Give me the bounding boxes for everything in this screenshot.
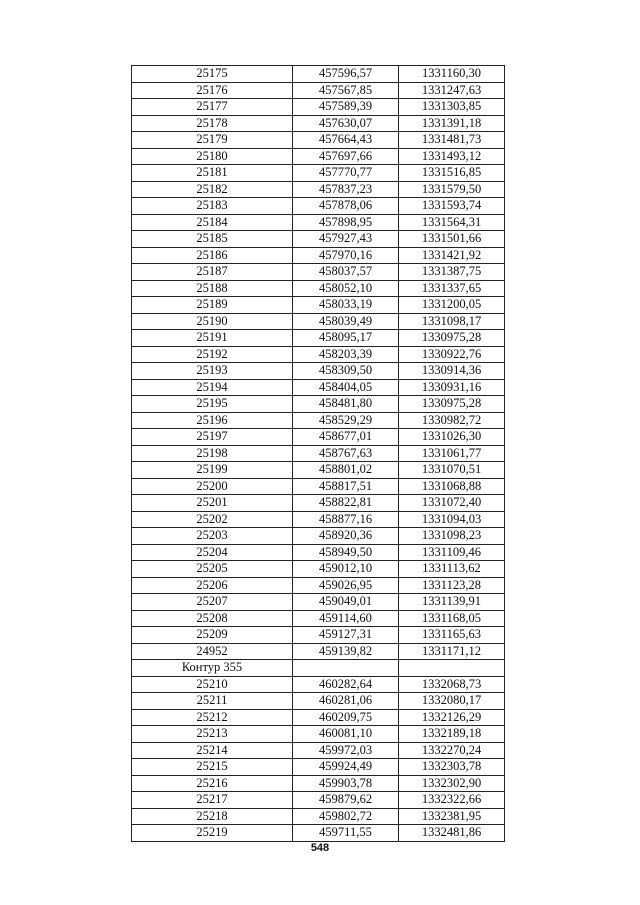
x-coordinate-cell: 459026,95 [293, 577, 399, 594]
table-row [132, 181, 505, 198]
table-row [132, 148, 505, 165]
point-number-cell: 25218 [132, 808, 293, 825]
point-number-cell: 25177 [132, 99, 293, 116]
point-number-cell: 25198 [132, 445, 293, 462]
x-coordinate-cell: 458920,36 [293, 528, 399, 545]
table-row [132, 115, 505, 132]
point-number-cell: 25190 [132, 313, 293, 330]
x-coordinate-cell: 459972,03 [293, 742, 399, 759]
y-coordinate-cell: 1331098,17 [399, 313, 505, 330]
point-number-cell: 25183 [132, 198, 293, 215]
table-row [132, 495, 505, 512]
x-coordinate-cell: 458309,50 [293, 363, 399, 380]
x-coordinate-cell: 458949,50 [293, 544, 399, 561]
point-number-cell: 25212 [132, 709, 293, 726]
x-coordinate-cell: 458529,29 [293, 412, 399, 429]
y-coordinate-cell: 1331168,05 [399, 610, 505, 627]
x-coordinate-cell: 457878,06 [293, 198, 399, 215]
table-row [132, 363, 505, 380]
table-row [132, 825, 505, 842]
table-row [132, 132, 505, 149]
y-coordinate-cell: 1331113,62 [399, 561, 505, 578]
table-row [132, 313, 505, 330]
point-number-cell: 25193 [132, 363, 293, 380]
x-coordinate-cell: 457589,39 [293, 99, 399, 116]
point-number-cell: 25199 [132, 462, 293, 479]
table-row [132, 330, 505, 347]
y-coordinate-cell: 1331139,91 [399, 594, 505, 611]
point-number-cell: 25182 [132, 181, 293, 198]
y-coordinate-cell: 1331171,12 [399, 643, 505, 660]
point-number-cell: 25213 [132, 726, 293, 743]
table-row [132, 610, 505, 627]
point-number-cell: 25187 [132, 264, 293, 281]
x-coordinate-cell: 460281,06 [293, 693, 399, 710]
x-coordinate-cell: 457898,95 [293, 214, 399, 231]
y-coordinate-cell: 1331501,66 [399, 231, 505, 248]
x-coordinate-cell: 459049,01 [293, 594, 399, 611]
y-coordinate-cell: 1332481,86 [399, 825, 505, 842]
point-number-cell: 25194 [132, 379, 293, 396]
x-coordinate-cell: 459711,55 [293, 825, 399, 842]
y-coordinate-cell: 1331481,73 [399, 132, 505, 149]
point-number-cell: 25210 [132, 676, 293, 693]
table-row [132, 643, 505, 660]
y-coordinate-cell: 1330931,16 [399, 379, 505, 396]
table-row [132, 577, 505, 594]
x-coordinate-cell: 459879,62 [293, 792, 399, 809]
x-coordinate-cell: 458039,49 [293, 313, 399, 330]
point-number-cell: 25178 [132, 115, 293, 132]
point-number-cell: 25211 [132, 693, 293, 710]
table-row [132, 445, 505, 462]
y-coordinate-cell: 1331516,85 [399, 165, 505, 182]
y-coordinate-cell: 1331109,46 [399, 544, 505, 561]
x-coordinate-cell: 457697,66 [293, 148, 399, 165]
x-coordinate-cell: 459127,31 [293, 627, 399, 644]
x-coordinate-cell: 458877,16 [293, 511, 399, 528]
table-row [132, 478, 505, 495]
y-coordinate-cell: 1332270,24 [399, 742, 505, 759]
x-coordinate-cell: 458481,80 [293, 396, 399, 413]
point-number-cell: 25176 [132, 82, 293, 99]
x-coordinate-cell: 457970,16 [293, 247, 399, 264]
table-row [132, 759, 505, 776]
table-row [132, 346, 505, 363]
table-row [132, 247, 505, 264]
table-row [132, 561, 505, 578]
x-coordinate-cell [293, 660, 399, 677]
y-coordinate-cell: 1331123,28 [399, 577, 505, 594]
y-coordinate-cell: 1331421,92 [399, 247, 505, 264]
point-number-cell: 25186 [132, 247, 293, 264]
x-coordinate-cell: 457664,43 [293, 132, 399, 149]
table-row [132, 280, 505, 297]
x-coordinate-cell: 457630,07 [293, 115, 399, 132]
y-coordinate-cell: 1331337,65 [399, 280, 505, 297]
y-coordinate-cell: 1331072,40 [399, 495, 505, 512]
y-coordinate-cell: 1331160,30 [399, 66, 505, 83]
contour-header-row [132, 660, 505, 677]
x-coordinate-cell: 459924,49 [293, 759, 399, 776]
y-coordinate-cell: 1331026,30 [399, 429, 505, 446]
point-number-cell: Контур 355 [132, 660, 293, 677]
table-row [132, 676, 505, 693]
x-coordinate-cell: 459802,72 [293, 808, 399, 825]
y-coordinate-cell: 1331303,85 [399, 99, 505, 116]
y-coordinate-cell: 1332189,18 [399, 726, 505, 743]
table-row [132, 594, 505, 611]
table-row [132, 693, 505, 710]
x-coordinate-cell: 458095,17 [293, 330, 399, 347]
point-number-cell: 25189 [132, 297, 293, 314]
point-number-cell: 25196 [132, 412, 293, 429]
table-row [132, 66, 505, 83]
y-coordinate-cell: 1331391,18 [399, 115, 505, 132]
point-number-cell: 25216 [132, 775, 293, 792]
y-coordinate-cell: 1332068,73 [399, 676, 505, 693]
table-row [132, 297, 505, 314]
point-number-cell: 25192 [132, 346, 293, 363]
x-coordinate-cell: 460209,75 [293, 709, 399, 726]
x-coordinate-cell: 458801,02 [293, 462, 399, 479]
table-row [132, 775, 505, 792]
y-coordinate-cell: 1332302,90 [399, 775, 505, 792]
table-row [132, 396, 505, 413]
point-number-cell: 25207 [132, 594, 293, 611]
point-number-cell: 25179 [132, 132, 293, 149]
point-number-cell: 25181 [132, 165, 293, 182]
page-number: 548 [310, 842, 330, 854]
y-coordinate-cell: 1331061,77 [399, 445, 505, 462]
x-coordinate-cell: 460282,64 [293, 676, 399, 693]
x-coordinate-cell: 458677,01 [293, 429, 399, 446]
point-number-cell: 25205 [132, 561, 293, 578]
x-coordinate-cell: 457567,85 [293, 82, 399, 99]
table-row [132, 264, 505, 281]
point-number-cell: 25197 [132, 429, 293, 446]
table-row [132, 808, 505, 825]
x-coordinate-cell: 458037,57 [293, 264, 399, 281]
table-row [132, 82, 505, 99]
y-coordinate-cell: 1332126,29 [399, 709, 505, 726]
point-number-cell: 25202 [132, 511, 293, 528]
y-coordinate-cell: 1332303,78 [399, 759, 505, 776]
table-row [132, 709, 505, 726]
y-coordinate-cell: 1331593,74 [399, 198, 505, 215]
y-coordinate-cell: 1330914,36 [399, 363, 505, 380]
table-row [132, 742, 505, 759]
x-coordinate-cell: 459139,82 [293, 643, 399, 660]
point-number-cell: 25201 [132, 495, 293, 512]
table-row [132, 412, 505, 429]
point-number-cell: 25185 [132, 231, 293, 248]
table-row [132, 429, 505, 446]
x-coordinate-cell: 459012,10 [293, 561, 399, 578]
table-row [132, 165, 505, 182]
point-number-cell: 25175 [132, 66, 293, 83]
y-coordinate-cell: 1331387,75 [399, 264, 505, 281]
x-coordinate-cell: 457770,77 [293, 165, 399, 182]
x-coordinate-cell: 458822,81 [293, 495, 399, 512]
y-coordinate-cell: 1331200,05 [399, 297, 505, 314]
point-number-cell: 25180 [132, 148, 293, 165]
y-coordinate-cell: 1331564,31 [399, 214, 505, 231]
y-coordinate-cell: 1331098,23 [399, 528, 505, 545]
point-number-cell: 25191 [132, 330, 293, 347]
x-coordinate-cell: 460081,10 [293, 726, 399, 743]
x-coordinate-cell: 459114,60 [293, 610, 399, 627]
x-coordinate-cell: 458203,39 [293, 346, 399, 363]
table-row [132, 379, 505, 396]
x-coordinate-cell: 458404,05 [293, 379, 399, 396]
point-number-cell: 25214 [132, 742, 293, 759]
y-coordinate-cell [399, 660, 505, 677]
point-number-cell: 25204 [132, 544, 293, 561]
y-coordinate-cell: 1330975,28 [399, 330, 505, 347]
x-coordinate-cell: 458052,10 [293, 280, 399, 297]
table-row [132, 198, 505, 215]
point-number-cell: 25203 [132, 528, 293, 545]
y-coordinate-cell: 1330975,28 [399, 396, 505, 413]
point-number-cell: 25215 [132, 759, 293, 776]
y-coordinate-cell: 1331493,12 [399, 148, 505, 165]
x-coordinate-cell: 457837,23 [293, 181, 399, 198]
point-number-cell: 25195 [132, 396, 293, 413]
table-row [132, 544, 505, 561]
coordinates-table-body [132, 66, 505, 842]
x-coordinate-cell: 457927,43 [293, 231, 399, 248]
y-coordinate-cell: 1331070,51 [399, 462, 505, 479]
x-coordinate-cell: 459903,78 [293, 775, 399, 792]
y-coordinate-cell: 1332322,66 [399, 792, 505, 809]
y-coordinate-cell: 1332080,17 [399, 693, 505, 710]
table-row [132, 231, 505, 248]
point-number-cell: 25200 [132, 478, 293, 495]
point-number-cell: 25208 [132, 610, 293, 627]
y-coordinate-cell: 1331094,03 [399, 511, 505, 528]
point-number-cell: 25188 [132, 280, 293, 297]
point-number-cell: 25184 [132, 214, 293, 231]
point-number-cell: 25217 [132, 792, 293, 809]
x-coordinate-cell: 458767,63 [293, 445, 399, 462]
table-row [132, 792, 505, 809]
y-coordinate-cell: 1331165,63 [399, 627, 505, 644]
x-coordinate-cell: 458817,51 [293, 478, 399, 495]
table-row [132, 214, 505, 231]
point-number-cell: 24952 [132, 643, 293, 660]
y-coordinate-cell: 1331579,50 [399, 181, 505, 198]
y-coordinate-cell: 1332381,95 [399, 808, 505, 825]
y-coordinate-cell: 1330922,76 [399, 346, 505, 363]
point-number-cell: 25209 [132, 627, 293, 644]
point-number-cell: 25206 [132, 577, 293, 594]
y-coordinate-cell: 1331068,88 [399, 478, 505, 495]
table-row [132, 627, 505, 644]
table-row [132, 462, 505, 479]
table-row [132, 528, 505, 545]
coordinates-table [131, 65, 505, 842]
y-coordinate-cell: 1331247,63 [399, 82, 505, 99]
x-coordinate-cell: 457596,57 [293, 66, 399, 83]
table-row [132, 99, 505, 116]
x-coordinate-cell: 458033,19 [293, 297, 399, 314]
table-row [132, 726, 505, 743]
y-coordinate-cell: 1330982,72 [399, 412, 505, 429]
point-number-cell: 25219 [132, 825, 293, 842]
table-row [132, 511, 505, 528]
